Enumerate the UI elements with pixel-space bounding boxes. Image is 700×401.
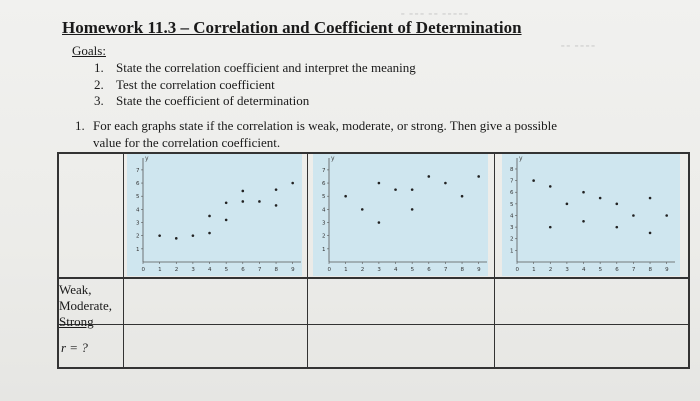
y-tick-label: 3 bbox=[510, 225, 514, 232]
y-tick-label: 5 bbox=[136, 194, 140, 201]
x-tick-label: 2 bbox=[174, 267, 179, 273]
y-tick-label: 5 bbox=[322, 194, 326, 201]
graph-1-r-answer[interactable] bbox=[125, 326, 306, 366]
data-point bbox=[615, 203, 618, 206]
response-table bbox=[57, 152, 690, 369]
data-point bbox=[192, 234, 195, 237]
goal-number: 1. bbox=[94, 60, 104, 75]
y-axis-label: y bbox=[331, 155, 335, 162]
x-tick-label: 9 bbox=[477, 267, 481, 273]
data-point bbox=[241, 200, 244, 203]
data-point bbox=[615, 226, 618, 229]
x-tick-label: 7 bbox=[631, 267, 636, 273]
table-border-bottom bbox=[57, 367, 690, 369]
data-point bbox=[225, 201, 228, 204]
y-tick-label: 1 bbox=[322, 246, 326, 253]
x-tick-label: 9 bbox=[291, 267, 295, 273]
data-point bbox=[411, 208, 414, 211]
data-point bbox=[444, 182, 447, 185]
data-point bbox=[175, 237, 178, 240]
x-tick-label: 6 bbox=[241, 267, 245, 273]
graph-3-strength-answer[interactable] bbox=[496, 279, 687, 323]
goal-text: State the coefficient of determination bbox=[116, 93, 310, 108]
graph-2-r-answer[interactable] bbox=[309, 326, 493, 366]
x-tick-label: 1 bbox=[532, 267, 536, 273]
table-row-divider bbox=[57, 324, 690, 325]
data-point bbox=[649, 197, 652, 200]
x-tick-label: 8 bbox=[648, 267, 653, 273]
x-tick-label: 6 bbox=[427, 267, 431, 273]
y-tick-label: 4 bbox=[136, 207, 140, 214]
goal-number: 2. bbox=[94, 77, 104, 92]
x-tick-label: 3 bbox=[191, 267, 195, 273]
data-point bbox=[291, 182, 294, 185]
strength-label-moderate: Moderate, bbox=[59, 298, 113, 313]
y-tick-label: 4 bbox=[322, 207, 326, 214]
x-tick-label: 2 bbox=[548, 267, 553, 273]
y-tick-label: 2 bbox=[510, 236, 514, 243]
data-point bbox=[549, 185, 552, 188]
data-point bbox=[427, 175, 430, 178]
graph-3-r-answer[interactable] bbox=[496, 326, 687, 366]
y-tick-label: 4 bbox=[510, 213, 514, 220]
bleed-through-text: ⁃⁃ ⁃⁃⁃⁃ bbox=[560, 41, 596, 53]
y-tick-label: 8 bbox=[510, 166, 514, 173]
bleed-through-text: ⁃ ⁃⁃⁃ ⁃⁃ ⁃⁃⁃⁃⁃ bbox=[400, 9, 469, 21]
x-tick-label: 3 bbox=[565, 267, 569, 273]
data-point bbox=[582, 220, 585, 223]
y-tick-label: 2 bbox=[322, 233, 326, 240]
goal-text: Test the correlation coefficient bbox=[116, 77, 275, 92]
data-point bbox=[549, 226, 552, 229]
strength-label-weak: Weak, bbox=[59, 282, 92, 297]
data-point bbox=[344, 195, 347, 198]
goal-item bbox=[94, 77, 275, 93]
x-tick-label: 7 bbox=[257, 267, 262, 273]
data-point bbox=[461, 195, 464, 198]
x-tick-label: 0 bbox=[141, 267, 145, 273]
data-point bbox=[378, 221, 381, 224]
data-point bbox=[411, 188, 414, 191]
y-axis-label: y bbox=[519, 155, 523, 162]
x-tick-label: 9 bbox=[665, 267, 669, 273]
data-point bbox=[158, 234, 161, 237]
x-tick-label: 0 bbox=[515, 267, 519, 273]
y-tick-label: 6 bbox=[510, 190, 514, 197]
x-tick-label: 8 bbox=[274, 267, 279, 273]
y-tick-label: 6 bbox=[322, 181, 326, 188]
data-point bbox=[258, 200, 261, 203]
x-tick-label: 6 bbox=[615, 267, 619, 273]
x-tick-label: 1 bbox=[158, 267, 162, 273]
y-axis-label: y bbox=[145, 155, 149, 162]
y-tick-label: 7 bbox=[510, 178, 514, 185]
y-tick-label: 2 bbox=[136, 233, 140, 240]
data-point bbox=[361, 208, 364, 211]
y-tick-label: 5 bbox=[510, 201, 514, 208]
question-number: 1. bbox=[75, 118, 85, 133]
x-tick-label: 5 bbox=[598, 267, 603, 273]
x-tick-label: 4 bbox=[208, 267, 212, 273]
x-tick-label: 2 bbox=[360, 267, 365, 273]
question-text-line1: For each graphs state if the correlation is weak, moderate, or strong. Then give a possible bbox=[93, 118, 558, 133]
x-tick-label: 4 bbox=[394, 267, 398, 273]
data-point bbox=[241, 190, 244, 193]
y-tick-label: 1 bbox=[136, 246, 140, 253]
table-border-top bbox=[57, 152, 690, 154]
goal-item bbox=[94, 93, 309, 109]
data-point bbox=[208, 215, 211, 218]
data-point bbox=[378, 182, 381, 185]
goal-number: 3. bbox=[94, 93, 104, 108]
r-value-label: r = ? bbox=[61, 340, 88, 355]
x-tick-label: 5 bbox=[224, 267, 229, 273]
data-point bbox=[582, 191, 585, 194]
data-point bbox=[566, 203, 569, 206]
table-col-divider bbox=[494, 152, 495, 369]
question-instruction bbox=[75, 118, 557, 134]
data-point bbox=[275, 188, 278, 191]
y-tick-label: 7 bbox=[136, 167, 140, 174]
data-point bbox=[394, 188, 397, 191]
graph-2-strength-answer[interactable] bbox=[309, 279, 493, 323]
x-tick-label: 3 bbox=[377, 267, 381, 273]
data-point bbox=[632, 214, 635, 217]
question-text-line2: value for the correlation coefficient. bbox=[93, 135, 281, 150]
x-tick-label: 4 bbox=[582, 267, 586, 273]
goals-label: Goals: bbox=[72, 43, 106, 58]
data-point bbox=[275, 204, 278, 207]
strength-label-strong: Strong bbox=[59, 314, 94, 329]
table-border-right bbox=[688, 152, 690, 369]
data-point bbox=[599, 197, 602, 200]
x-tick-label: 8 bbox=[460, 267, 465, 273]
table-col-divider bbox=[307, 152, 308, 369]
x-tick-label: 5 bbox=[410, 267, 415, 273]
data-point bbox=[532, 179, 535, 182]
strength-label-cell bbox=[59, 282, 112, 330]
goal-text: State the correlation coefficient and interpret the meaning bbox=[116, 60, 416, 75]
data-point bbox=[665, 214, 668, 217]
graph-1-strength-answer[interactable] bbox=[125, 279, 306, 323]
y-tick-label: 7 bbox=[322, 167, 326, 174]
goal-item bbox=[94, 60, 416, 76]
data-point bbox=[477, 175, 480, 178]
y-tick-label: 6 bbox=[136, 181, 140, 188]
y-tick-label: 3 bbox=[322, 220, 326, 227]
x-tick-label: 7 bbox=[443, 267, 448, 273]
y-tick-label: 3 bbox=[136, 220, 140, 227]
data-point bbox=[225, 219, 228, 222]
x-tick-label: 1 bbox=[344, 267, 348, 273]
x-tick-label: 0 bbox=[327, 267, 331, 273]
table-col-divider bbox=[123, 152, 124, 369]
data-point bbox=[649, 232, 652, 235]
y-tick-label: 1 bbox=[510, 248, 514, 255]
table-border-left bbox=[57, 152, 59, 369]
data-point bbox=[208, 232, 211, 235]
page-title: Homework 11.3 – Correlation and Coefficient of Determination bbox=[62, 18, 522, 37]
